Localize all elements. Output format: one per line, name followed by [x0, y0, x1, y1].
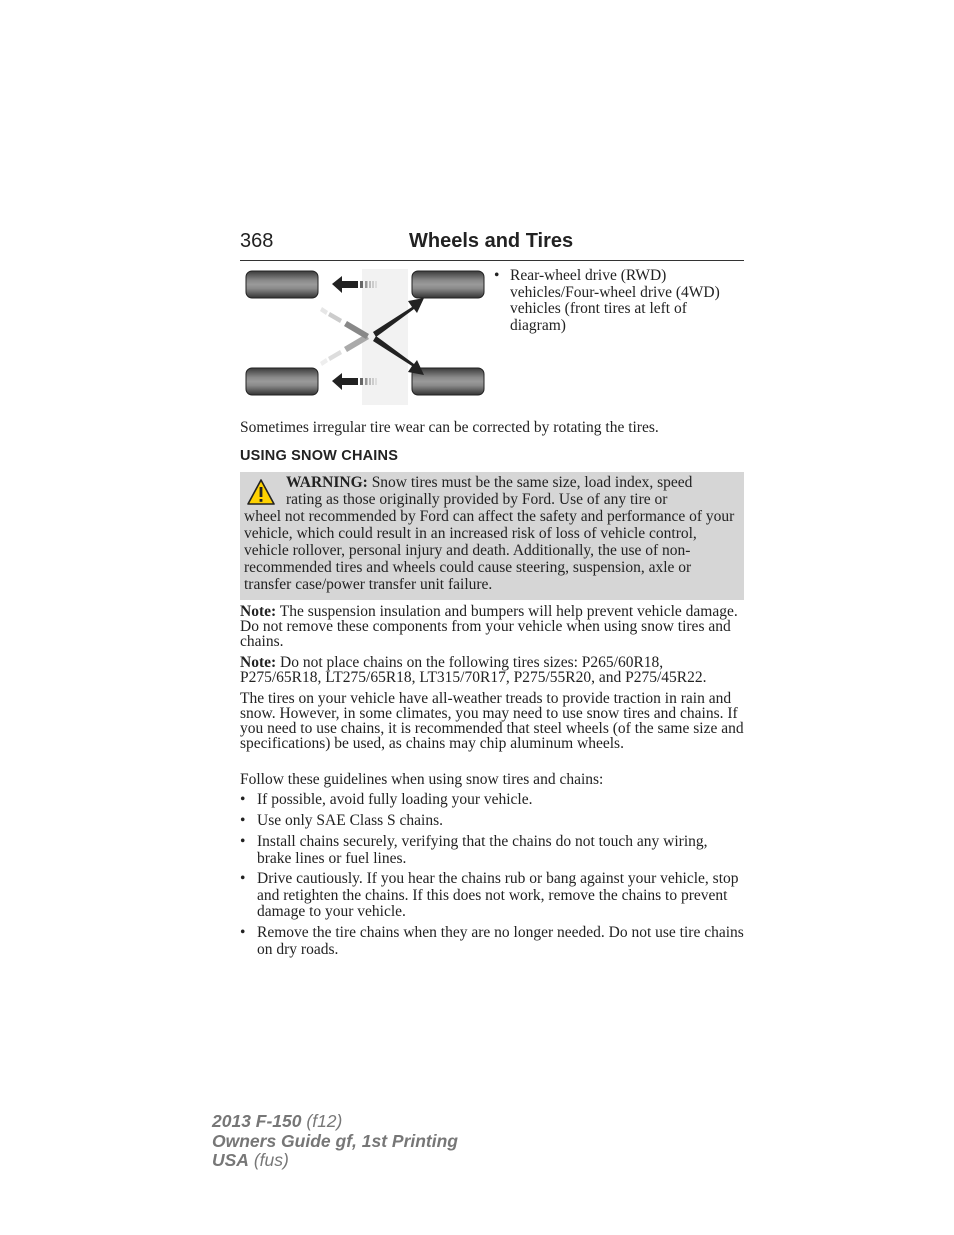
page-footer	[212, 1112, 458, 1171]
diagram-note	[494, 268, 744, 334]
warning-line1: Snow tires must be the same size, load index, speed	[371, 474, 693, 491]
bullet: •	[240, 924, 246, 941]
list-item-text: Drive cautiously. If you hear the chains rub or bang against your vehicle, stop and retighten the chains. If this does not work, remove the chains to prevent damage to your vehicle.	[257, 870, 739, 920]
tire-front-left	[246, 271, 318, 298]
note-text: Do not place chains on the following tires sizes: P265/60R18, P275/65R18, LT275/65R18, LT315/70R17, P275/55R20, and P275/45R22.	[240, 654, 707, 686]
tire-rotation-diagram-graphic	[240, 265, 490, 410]
list-item	[240, 925, 744, 958]
list-item	[240, 792, 744, 809]
guidelines-intro: Follow these guidelines when using snow tires and chains:	[240, 771, 604, 788]
list-item	[240, 834, 744, 867]
list-item-text: Install chains securely, verifying that the chains do not touch any wiring, brake lines or fuel lines.	[257, 833, 708, 867]
note-text: The suspension insulation and bumpers will help prevent vehicle damage. Do not remove these components from your vehicle when using snow tires and chains.	[240, 603, 738, 650]
warning-label: WARNING:	[286, 474, 368, 491]
warning-rest: wheel not recommended by Ford can affect the safety and performance of your vehicle, which could result in an increased risk of loss of vehicle control, vehicle rollover, personal injury and death. Additionally, the use of non-recommended tires and wheels could cause steering, suspension, axle or transfer case/power transfer unit failure.	[244, 508, 735, 593]
list-item-text: Remove the tire chains when they are no longer needed. Do not use tire chains on dry roads.	[257, 924, 744, 958]
page-header	[240, 228, 744, 261]
note-tire-sizes	[240, 655, 744, 685]
section-heading-snow-chains: USING SNOW CHAINS	[240, 448, 399, 464]
bullet: •	[240, 833, 246, 850]
footer-line-3: USA (fus)	[212, 1150, 289, 1170]
tire-rear-right	[412, 368, 484, 395]
note-suspension	[240, 604, 744, 649]
all-weather-paragraph: The tires on your vehicle have all-weather treads to provide traction in rain and snow. However, in some climates, you may need to use snow tires and chains. If you need to use chains, it is recommended that steel wheels (of the same size and specifications) be used, as chains may chip aluminum wheels.	[240, 690, 744, 752]
footer-line-2: Owners Guide gf, 1st Printing	[212, 1130, 458, 1151]
warning-line2: rating as those originally provided by Ford. Use of any tire or	[286, 491, 668, 508]
note-label: Note:	[240, 654, 277, 671]
bullet: •	[240, 870, 246, 887]
diagram-note-text: Rear-wheel drive (RWD) vehicles/Four-wheel drive (4WD) vehicles (front tires at left of diagram)	[510, 267, 720, 334]
bullet: •	[240, 812, 246, 829]
page-number: 368	[240, 230, 274, 252]
tire-front-right	[246, 368, 318, 395]
section-title: Wheels and Tires	[409, 230, 574, 252]
list-item-text: Use only SAE Class S chains.	[257, 812, 443, 829]
intro-paragraph: Sometimes irregular tire wear can be corrected by rotating the tires.	[240, 419, 659, 436]
bullet: •	[240, 791, 246, 808]
bullet: •	[494, 267, 500, 284]
list-item	[240, 813, 744, 830]
footer-line-1: 2013 F-150 (f12)	[212, 1111, 343, 1131]
warning-text	[244, 474, 740, 593]
tire-rotation-diagram	[240, 265, 490, 410]
list-item-text: If possible, avoid fully loading your vehicle.	[257, 791, 533, 808]
tire-rear-left	[412, 271, 484, 298]
warning-box	[240, 472, 744, 600]
list-item	[240, 871, 744, 921]
note-label: Note:	[240, 603, 277, 620]
